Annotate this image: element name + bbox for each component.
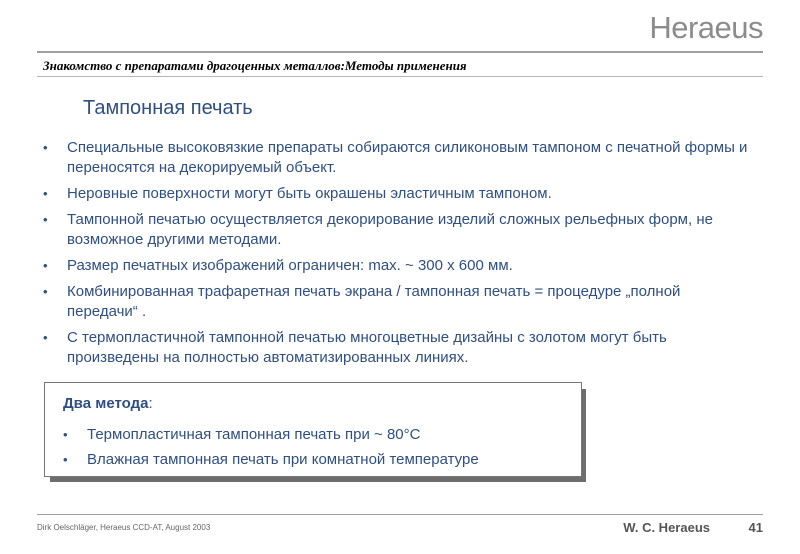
bullet-icon: • bbox=[43, 284, 48, 299]
methods-item-text: Термопластичная тампонная печать при ~ 80°C bbox=[87, 426, 421, 443]
bullet-item bbox=[43, 184, 753, 204]
bullet-item bbox=[43, 256, 753, 276]
section-divider bbox=[37, 76, 763, 77]
heraeus-logo: Heraeus bbox=[649, 10, 763, 45]
methods-list bbox=[63, 425, 479, 475]
bullet-item bbox=[43, 282, 753, 322]
methods-heading bbox=[63, 395, 153, 412]
methods-item bbox=[63, 425, 479, 445]
section-title: Знакомство с препаратами драгоценных металлов:Методы применения bbox=[43, 58, 467, 73]
bullet-text: Тампонной печатью осуществляется декорирование изделий сложных рельефных форм, не возможное другими методами. bbox=[67, 211, 713, 248]
bullet-icon: • bbox=[63, 452, 68, 467]
page-number: 41 bbox=[748, 520, 763, 535]
bullet-text: Неровные поверхности могут быть окрашены эластичным тампоном. bbox=[67, 185, 552, 202]
bullet-icon: • bbox=[63, 427, 68, 442]
bullet-text: С термопластичной тампонной печатью многоцветные дизайны с золотом могут быть произведены на полностью автоматизированных линиях. bbox=[67, 329, 667, 366]
bullet-icon: • bbox=[43, 140, 48, 155]
methods-heading-colon: : bbox=[148, 395, 153, 412]
bullet-text: Размер печатных изображений ограничен: max. ~ 300 х 600 мм. bbox=[67, 257, 513, 274]
slide-title: Тампонная печать bbox=[83, 97, 253, 119]
methods-box bbox=[44, 382, 582, 477]
header-divider bbox=[37, 51, 763, 53]
bullet-icon: • bbox=[43, 258, 48, 273]
bullet-text: Специальные высоковязкие препараты собираются силиконовым тампоном с печатной формы и переносятся на декорируемый объект. bbox=[67, 139, 748, 176]
bullet-item bbox=[43, 138, 753, 178]
footer-divider bbox=[37, 514, 763, 515]
methods-item bbox=[63, 450, 479, 470]
footer-author: Dirk Oelschläger, Heraeus CCD-AT, August 2003 bbox=[37, 523, 211, 532]
methods-item-text: Влажная тампонная печать при комнатной температуре bbox=[87, 451, 479, 468]
bullet-icon: • bbox=[43, 212, 48, 227]
methods-heading-label: Два метода bbox=[63, 395, 149, 412]
bullet-item bbox=[43, 328, 753, 368]
bullet-icon: • bbox=[43, 330, 48, 345]
bullet-list bbox=[43, 138, 753, 374]
bullet-icon: • bbox=[43, 186, 48, 201]
footer-company: W. C. Heraeus bbox=[623, 520, 710, 535]
bullet-item bbox=[43, 210, 753, 250]
bullet-text: Комбинированная трафаретная печать экрана / тампонная печать = процедуре „полной передачи“ . bbox=[67, 283, 681, 320]
